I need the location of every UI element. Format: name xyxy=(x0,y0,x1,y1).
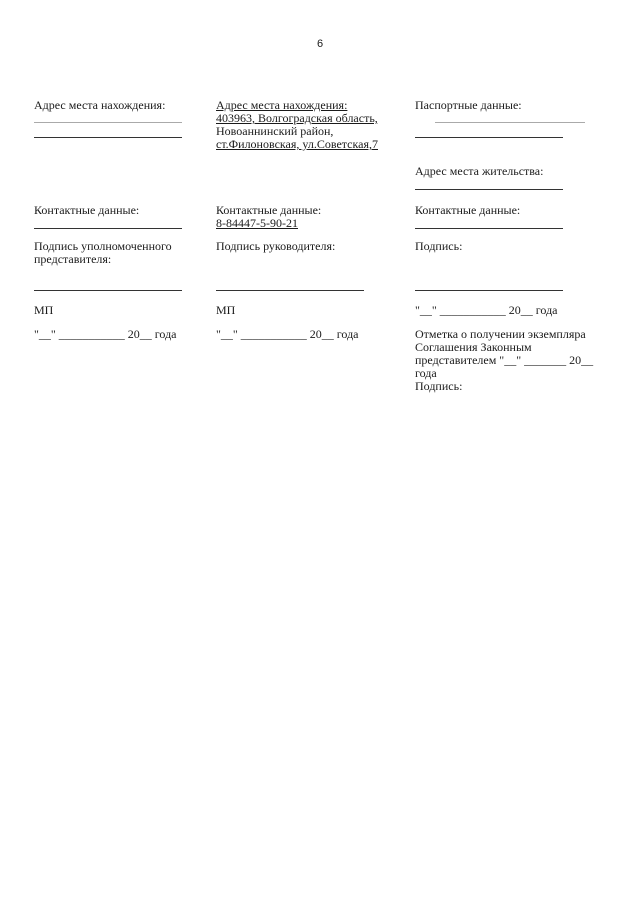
passport-field-line-2 xyxy=(415,137,563,138)
signature-field-line xyxy=(415,290,563,291)
contacts-label: Контактные данные: xyxy=(34,203,140,217)
signature-label: Подпись руководителя: xyxy=(216,239,336,253)
address-line-1: 403963, Волгоградская область, xyxy=(216,111,378,125)
signature-label: Подпись: xyxy=(415,239,463,253)
contacts-label: Контактные данные: xyxy=(415,203,521,217)
passport-label: Паспортные данные: xyxy=(415,98,522,112)
contacts-field-line xyxy=(415,228,563,229)
address-line-3: ст.Филоновская, ул.Советская,7 xyxy=(216,137,378,151)
date-line: "__" ___________ 20__ года xyxy=(216,327,359,341)
contacts-label: Контактные данные: xyxy=(216,203,322,217)
date-line: "__" ___________ 20__ года xyxy=(34,327,177,341)
receipt-line-4: года xyxy=(415,366,437,380)
address-label: Адрес места нахождения: xyxy=(216,98,348,112)
receipt-line-3: представителем "__" _______ 20__ xyxy=(415,353,594,367)
contacts-field-line xyxy=(34,228,182,229)
residence-field-line xyxy=(415,189,563,190)
signature-field-line xyxy=(34,290,182,291)
phone-number: 8-84447-5-90-21 xyxy=(216,216,298,230)
residence-label: Адрес места жительства: xyxy=(415,164,544,178)
date-line: "__" ___________ 20__ года xyxy=(415,303,558,317)
address-line-2: Новоаннинский район, xyxy=(216,124,334,138)
address-field-line-2 xyxy=(34,137,182,138)
signature-field-line xyxy=(216,290,364,291)
page-number: 6 xyxy=(316,38,324,50)
address-field-line-1 xyxy=(34,122,182,123)
stamp-label: МП xyxy=(216,303,236,317)
signature-label: Подпись уполномоченного представителя: xyxy=(34,239,172,266)
receipt-line-1: Отметка о получении экземпляра xyxy=(415,327,586,341)
passport-field-line-1 xyxy=(435,122,585,123)
receipt-line-2: Соглашения Законным xyxy=(415,340,532,354)
stamp-label: МП xyxy=(34,303,54,317)
address-label: Адрес места нахождения: xyxy=(34,98,166,112)
receipt-signature-label: Подпись: xyxy=(415,379,463,393)
